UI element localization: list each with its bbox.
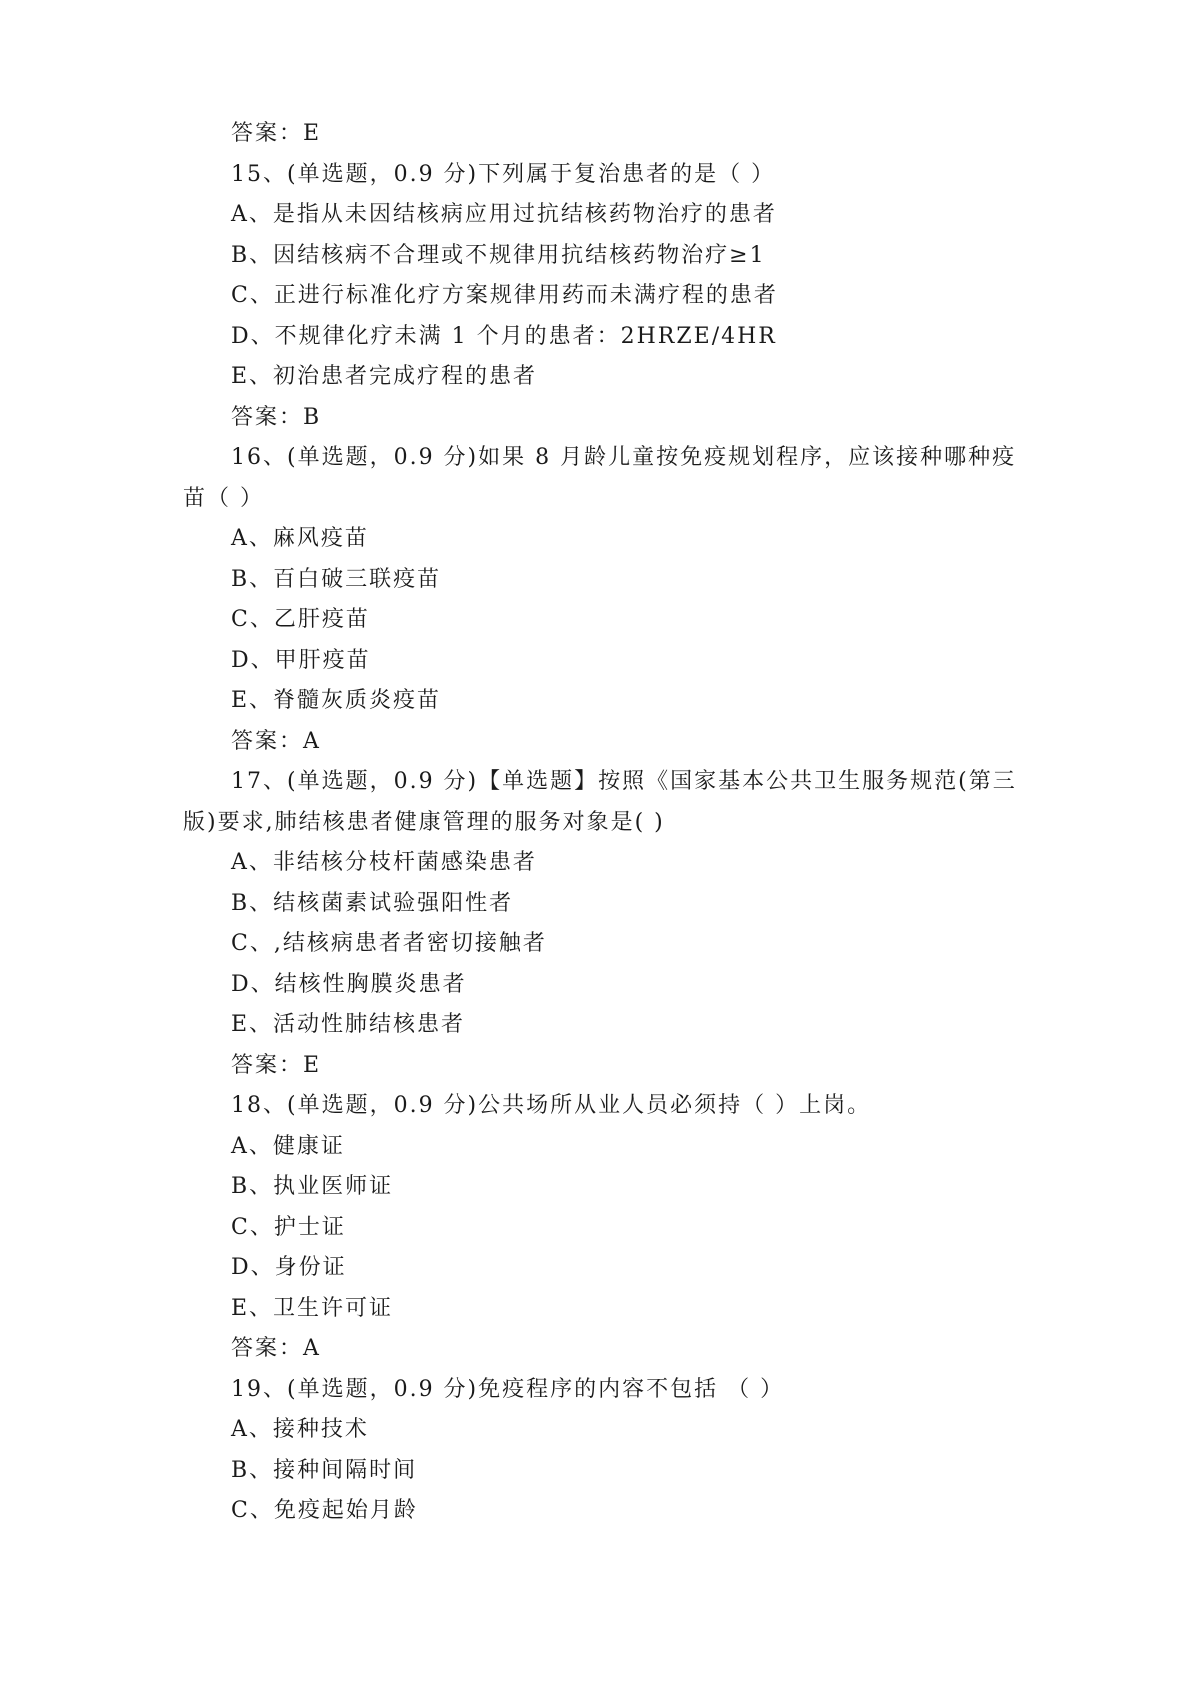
question-stem-continued: 苗（ ） xyxy=(183,485,264,511)
option-line: D、身份证 xyxy=(231,1255,347,1280)
option-line: A、健康证 xyxy=(231,1133,345,1159)
question-stem-continued: 版)要求,肺结核患者健康管理的服务对象是( ) xyxy=(183,809,665,835)
question-list xyxy=(183,114,1017,1532)
option-line: D、不规律化疗未满 1 个月的患者：2HRZE/4HR xyxy=(231,323,777,349)
option-line: E、初治患者完成疗程的患者 xyxy=(231,364,538,389)
option-line: C、,结核病患者者密切接触者 xyxy=(231,931,547,956)
option-line: A、麻风疫苗 xyxy=(231,526,369,551)
answer-line: 答案：E xyxy=(231,1052,322,1078)
answer-line: 答案：A xyxy=(231,728,321,754)
option-line: D、结核性胸膜炎患者 xyxy=(231,971,467,997)
question-stem: 16、(单选题，0.9 分)如果 8 月龄儿童按免疫规划程序，应该接种哪种疫 xyxy=(231,445,1017,470)
option-line: E、活动性肺结核患者 xyxy=(231,1012,466,1037)
option-line: C、护士证 xyxy=(231,1214,346,1240)
option-line: D、甲肝疫苗 xyxy=(231,647,371,673)
option-line: B、执业医师证 xyxy=(231,1174,394,1199)
question-stem: 18、(单选题，0.9 分)公共场所从业人员必须持（ ）上岗。 xyxy=(231,1093,872,1118)
option-line: A、接种技术 xyxy=(231,1417,369,1442)
question-stem: 17、(单选题，0.9 分)【单选题】按照《国家基本公共卫生服务规范(第三 xyxy=(231,769,1017,794)
option-line: E、卫生许可证 xyxy=(231,1295,394,1321)
answer-line: 答案：B xyxy=(231,404,322,430)
option-line: A、非结核分枝杆菌感染患者 xyxy=(231,850,537,875)
question-stem: 19、(单选题，0.9 分)免疫程序的内容不包括 （ ） xyxy=(231,1376,785,1402)
option-line: C、免疫起始月龄 xyxy=(231,1498,418,1523)
option-line: B、百白破三联疫苗 xyxy=(231,566,442,592)
option-line: B、结核菌素试验强阳性者 xyxy=(231,890,514,916)
option-line: A、是指从未因结核病应用过抗结核药物治疗的患者 xyxy=(231,202,777,227)
option-line: C、正进行标准化疗方案规律用药而未满疗程的患者 xyxy=(231,283,778,308)
answer-line: 答案：E xyxy=(231,121,322,146)
answer-line: 答案：A xyxy=(231,1336,321,1361)
option-line: C、乙肝疫苗 xyxy=(231,607,370,632)
option-line: E、脊髓灰质炎疫苗 xyxy=(231,688,442,713)
question-stem: 15、(单选题，0.9 分)下列属于复治患者的是（ ） xyxy=(231,161,776,187)
option-line: B、接种间隔时间 xyxy=(231,1457,418,1483)
option-line: B、因结核病不合理或不规律用抗结核药物治疗≥1 xyxy=(231,242,766,268)
